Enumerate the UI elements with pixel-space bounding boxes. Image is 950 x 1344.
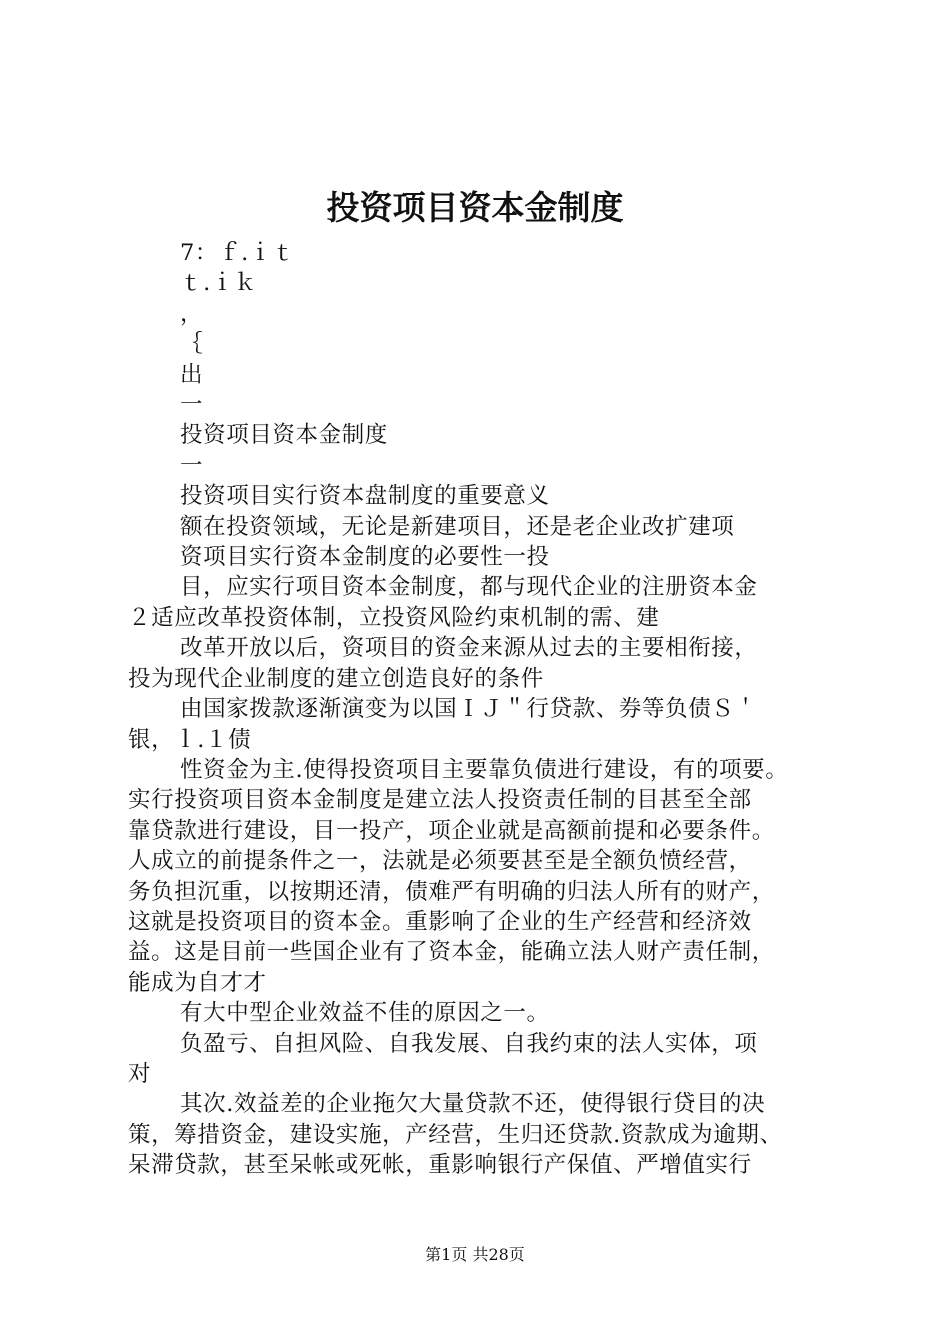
text-line: 其次.效益差的企业拖欠大量贷款不还，使得银行贷目的决 xyxy=(180,1091,766,1118)
text-line: 呆滞贷款，甚至呆帐或死帐，重影响银行产保值、严增值实行 xyxy=(128,1152,752,1179)
text-line: ｔ.ｉｋ xyxy=(180,270,258,297)
text-line: 靠贷款进行建设，目一投产，项企业就是高额前提和必要条件。 xyxy=(128,817,775,844)
text-line: 银，ｌ.１债 xyxy=(128,726,252,753)
text-line: 人成立的前提条件之一，法就是必须要甚至是全额负愤经营， xyxy=(128,848,752,875)
document-body xyxy=(128,238,848,1181)
text-line: ｛ xyxy=(180,331,204,358)
text-line: 有大中型企业效益不佳的原因之一。 xyxy=(180,1000,550,1027)
text-line: 一 xyxy=(180,452,204,479)
text-line: 务负担沉重，以按期还清，债难严有明确的归法人所有的财产， xyxy=(128,878,775,905)
text-line: 对 xyxy=(128,1060,152,1087)
text-line: 额在投资领域，无论是新建项目，还是老企业改扩建项 xyxy=(180,513,735,540)
text-line: 由国家拨款逐渐演变为以国ＩＪ＂行贷款、券等负债Ｓ＇ xyxy=(180,696,758,723)
text-line: 性资金为主.使得投资项目主要靠负债进行建设，有的项要。 xyxy=(180,756,789,783)
text-line: 这就是投资项目的资本金。重影响了企业的生产经营和经济效 xyxy=(128,908,752,935)
text-line: 投为现代企业制度的建立创造良好的条件 xyxy=(128,665,544,692)
text-line: 策，筹措资金，建设实施，产经营，生归还贷款.资款成为逾期、 xyxy=(128,1121,783,1148)
text-line: 改革开放以后，资项目的资金来源从过去的主要相衔接， xyxy=(180,635,758,662)
text-line: 7：ｆ.ｉｔ xyxy=(180,240,296,266)
text-line: 益。这是目前一些国企业有了资本金，能确立法人财产责任制， xyxy=(128,939,775,966)
text-line: 投资项目实行资本盘制度的重要意义 xyxy=(180,483,550,510)
text-line: 投资项目资本金制度 xyxy=(180,422,388,449)
text-line: 能成为自才才 xyxy=(128,969,267,996)
text-line: ， xyxy=(180,300,204,327)
text-line: 资项目实行资本金制度的必要性一投 xyxy=(180,544,550,571)
text-line: 出 xyxy=(180,361,204,388)
text-line: 目，应实行项目资本金制度，都与现代企业的注册资本金 xyxy=(180,574,758,601)
page-footer: 第1页 共28页 xyxy=(425,1245,525,1264)
text-line: ２适应改革投资体制，立投资风险约束机制的需、建 xyxy=(128,604,660,631)
text-line: 一 xyxy=(180,392,204,419)
text-line: 实行投资项目资本金制度是建立法人投资责任制的目甚至全部 xyxy=(128,787,752,814)
document-title: 投资项目资本金制度 xyxy=(326,188,624,227)
text-line: 负盈亏、自担风险、自我发展、自我约束的法人实体，项 xyxy=(180,1030,758,1057)
